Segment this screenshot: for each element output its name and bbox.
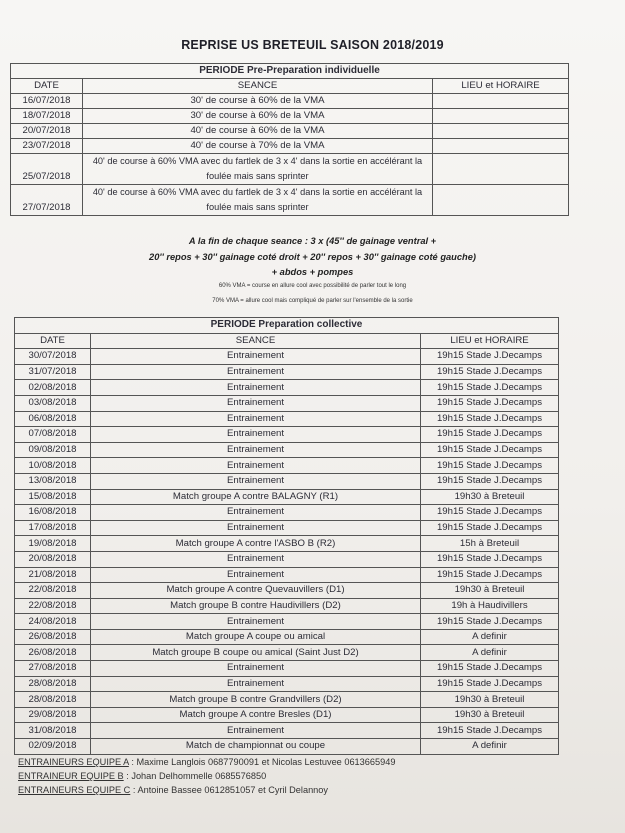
table-row <box>15 739 559 755</box>
table-row <box>15 458 559 474</box>
lieu-cell: 19h15 Stade J.Decamps <box>421 661 559 677</box>
lieu-cell: A definir <box>421 739 559 755</box>
lieu-cell: 19h15 Stade J.Decamps <box>421 411 559 427</box>
table-row <box>15 629 559 645</box>
date-cell: 13/08/2018 <box>15 473 91 489</box>
lieu-cell: 19h15 Stade J.Decamps <box>421 567 559 583</box>
seance-cell: Match groupe A contre Bresles (D1) <box>91 707 421 723</box>
coach-line <box>18 771 266 781</box>
date-cell: 06/08/2018 <box>15 411 91 427</box>
date-cell: 28/08/2018 <box>15 692 91 708</box>
seance-cell: Entrainement <box>91 676 421 692</box>
column-header-seance: SEANCE <box>83 79 433 94</box>
table-row <box>11 139 569 154</box>
lieu-cell: 19h15 Stade J.Decamps <box>421 349 559 365</box>
seance-cell: Match groupe A contre l'ASBO B (R2) <box>91 536 421 552</box>
date-cell: 20/08/2018 <box>15 551 91 567</box>
seance-cell: Match de championnat ou coupe <box>91 739 421 755</box>
table-row <box>15 349 559 365</box>
page-title: REPRISE US BRETEUIL SAISON 2018/2019 <box>181 38 444 52</box>
date-cell: 29/08/2018 <box>15 707 91 723</box>
seance-cell: Entrainement <box>91 442 421 458</box>
date-cell: 26/08/2018 <box>15 629 91 645</box>
seance-cell: 40' de course à 60% VMA avec du fartlek de 3 x 4' dans la sortie en accélérant la foulée mais sans sprinter <box>83 154 433 185</box>
table-row <box>15 380 559 396</box>
table-row <box>15 536 559 552</box>
table-row <box>15 395 559 411</box>
lieu-cell: 19h15 Stade J.Decamps <box>421 723 559 739</box>
table-row <box>15 442 559 458</box>
seance-cell: 30' de course à 60% de la VMA <box>83 109 433 124</box>
coach-contact: : Johan Delhommelle 0685576850 <box>126 771 267 781</box>
lieu-cell: 19h15 Stade J.Decamps <box>421 551 559 567</box>
seance-cell: Entrainement <box>91 411 421 427</box>
date-cell: 23/07/2018 <box>11 139 83 154</box>
lieu-cell: 19h15 Stade J.Decamps <box>421 505 559 521</box>
seance-cell: Entrainement <box>91 723 421 739</box>
date-cell: 20/07/2018 <box>11 124 83 139</box>
lieu-cell: 19h30 à Breteuil <box>421 692 559 708</box>
seance-cell: Match groupe B contre Haudivillers (D2) <box>91 598 421 614</box>
lieu-cell: 19h30 à Breteuil <box>421 707 559 723</box>
date-cell: 02/09/2018 <box>15 739 91 755</box>
column-header-seance: SEANCE <box>91 333 421 349</box>
column-header-date: DATE <box>11 79 83 94</box>
individual-prep-table <box>10 63 569 216</box>
date-cell: 09/08/2018 <box>15 442 91 458</box>
seance-cell: Entrainement <box>91 661 421 677</box>
lieu-cell: 19h30 à Breteuil <box>421 489 559 505</box>
lieu-cell: 19h15 Stade J.Decamps <box>421 473 559 489</box>
lieu-cell <box>433 94 569 109</box>
table-row <box>15 614 559 630</box>
note-line: + abdos + pompes <box>271 267 354 277</box>
seance-cell: Entrainement <box>91 614 421 630</box>
table-row <box>15 551 559 567</box>
column-header-lieu: LIEU et HORAIRE <box>433 79 569 94</box>
table-heading: PERIODE Preparation collective <box>15 318 559 334</box>
collective-prep-table <box>14 317 559 755</box>
lieu-cell: A definir <box>421 645 559 661</box>
date-cell: 27/07/2018 <box>11 185 83 216</box>
table-row <box>15 473 559 489</box>
lieu-cell <box>433 154 569 185</box>
lieu-cell <box>433 139 569 154</box>
table-row <box>15 645 559 661</box>
date-cell: 17/08/2018 <box>15 520 91 536</box>
table-row <box>15 489 559 505</box>
date-cell: 18/07/2018 <box>11 109 83 124</box>
date-cell: 25/07/2018 <box>11 154 83 185</box>
lieu-cell <box>433 109 569 124</box>
seance-cell: Match groupe A contre BALAGNY (R1) <box>91 489 421 505</box>
coach-line <box>18 757 395 767</box>
table-row <box>15 661 559 677</box>
seance-cell: Entrainement <box>91 395 421 411</box>
seance-cell: Match groupe B contre Grandvillers (D2) <box>91 692 421 708</box>
lieu-cell: 19h15 Stade J.Decamps <box>421 364 559 380</box>
vma-footnote: 70% VMA = allure cool mais compliqué de parler sur l'ensemble de la sortie <box>212 298 413 304</box>
table-row <box>15 411 559 427</box>
seance-cell: Match groupe A coupe ou amical <box>91 629 421 645</box>
date-cell: 19/08/2018 <box>15 536 91 552</box>
table-row <box>15 427 559 443</box>
date-cell: 27/08/2018 <box>15 661 91 677</box>
date-cell: 07/08/2018 <box>15 427 91 443</box>
date-cell: 03/08/2018 <box>15 395 91 411</box>
note-line: 20'' repos + 30'' gainage coté droit + 20'' repos + 30'' gainage coté gauche) <box>149 252 476 262</box>
coach-contact: : Antoine Bassee 0612851057 et Cyril Delannoy <box>132 785 328 795</box>
date-cell: 15/08/2018 <box>15 489 91 505</box>
seance-cell: Match groupe A contre Quevauvillers (D1) <box>91 583 421 599</box>
seance-cell: Entrainement <box>91 551 421 567</box>
table-row <box>15 676 559 692</box>
lieu-cell: 19h30 à Breteuil <box>421 583 559 599</box>
lieu-cell: 19h15 Stade J.Decamps <box>421 427 559 443</box>
date-cell: 31/08/2018 <box>15 723 91 739</box>
table-row <box>15 567 559 583</box>
table-row <box>15 520 559 536</box>
table-row <box>11 154 569 185</box>
lieu-cell: 19h15 Stade J.Decamps <box>421 395 559 411</box>
lieu-cell: 15h à Breteuil <box>421 536 559 552</box>
lieu-cell: 19h15 Stade J.Decamps <box>421 676 559 692</box>
seance-cell: Entrainement <box>91 427 421 443</box>
seance-cell: Entrainement <box>91 364 421 380</box>
seance-cell: Entrainement <box>91 380 421 396</box>
date-cell: 26/08/2018 <box>15 645 91 661</box>
coach-label: ENTRAINEUR EQUIPE B <box>18 771 124 781</box>
table-row <box>15 707 559 723</box>
date-cell: 10/08/2018 <box>15 458 91 474</box>
date-cell: 22/08/2018 <box>15 598 91 614</box>
seance-cell: 40' de course à 60% VMA avec du fartlek de 3 x 4' dans la sortie en accélérant la foulée mais sans sprinter <box>83 185 433 216</box>
date-cell: 16/07/2018 <box>11 94 83 109</box>
date-cell: 21/08/2018 <box>15 567 91 583</box>
date-cell: 31/07/2018 <box>15 364 91 380</box>
lieu-cell: 19h15 Stade J.Decamps <box>421 380 559 396</box>
date-cell: 30/07/2018 <box>15 349 91 365</box>
coach-label: ENTRAINEURS EQUIPE A <box>18 757 129 767</box>
table-row <box>11 185 569 216</box>
coach-line <box>18 785 328 795</box>
table-row <box>15 723 559 739</box>
seance-cell: 40' de course à 70% de la VMA <box>83 139 433 154</box>
date-cell: 02/08/2018 <box>15 380 91 396</box>
lieu-cell: A definir <box>421 629 559 645</box>
lieu-cell: 19h15 Stade J.Decamps <box>421 442 559 458</box>
table-row <box>11 109 569 124</box>
lieu-cell: 19h15 Stade J.Decamps <box>421 614 559 630</box>
note-line: A la fin de chaque seance : 3 x (45'' de gainage ventral + <box>188 236 437 246</box>
lieu-cell: 19h15 Stade J.Decamps <box>421 458 559 474</box>
table-row <box>11 124 569 139</box>
table-row <box>11 94 569 109</box>
date-cell: 24/08/2018 <box>15 614 91 630</box>
table-row <box>15 692 559 708</box>
seance-cell: Entrainement <box>91 473 421 489</box>
seance-cell: Match groupe B coupe ou amical (Saint Just D2) <box>91 645 421 661</box>
table-row <box>15 583 559 599</box>
lieu-cell <box>433 185 569 216</box>
lieu-cell: 19h à Haudivillers <box>421 598 559 614</box>
seance-cell: Entrainement <box>91 505 421 521</box>
seance-cell: Entrainement <box>91 458 421 474</box>
column-header-lieu: LIEU et HORAIRE <box>421 333 559 349</box>
seance-cell: Entrainement <box>91 349 421 365</box>
table-row <box>15 364 559 380</box>
seance-cell: Entrainement <box>91 567 421 583</box>
lieu-cell <box>433 124 569 139</box>
table-row <box>15 598 559 614</box>
vma-footnote: 60% VMA = course en allure cool avec possibilité de parler tout le long <box>218 283 407 289</box>
seance-cell: Entrainement <box>91 520 421 536</box>
table-heading: PERIODE Pre-Preparation individuelle <box>11 64 569 79</box>
date-cell: 16/08/2018 <box>15 505 91 521</box>
date-cell: 22/08/2018 <box>15 583 91 599</box>
table-row <box>15 505 559 521</box>
coach-contact: : Maxime Langlois 0687790091 et Nicolas Lestuvee 0613665949 <box>131 757 396 767</box>
column-header-date: DATE <box>15 333 91 349</box>
date-cell: 28/08/2018 <box>15 676 91 692</box>
coach-label: ENTRAINEURS EQUIPE C <box>18 785 131 795</box>
seance-cell: 30' de course à 60% de la VMA <box>83 94 433 109</box>
lieu-cell: 19h15 Stade J.Decamps <box>421 520 559 536</box>
seance-cell: 40' de course à 60% de la VMA <box>83 124 433 139</box>
